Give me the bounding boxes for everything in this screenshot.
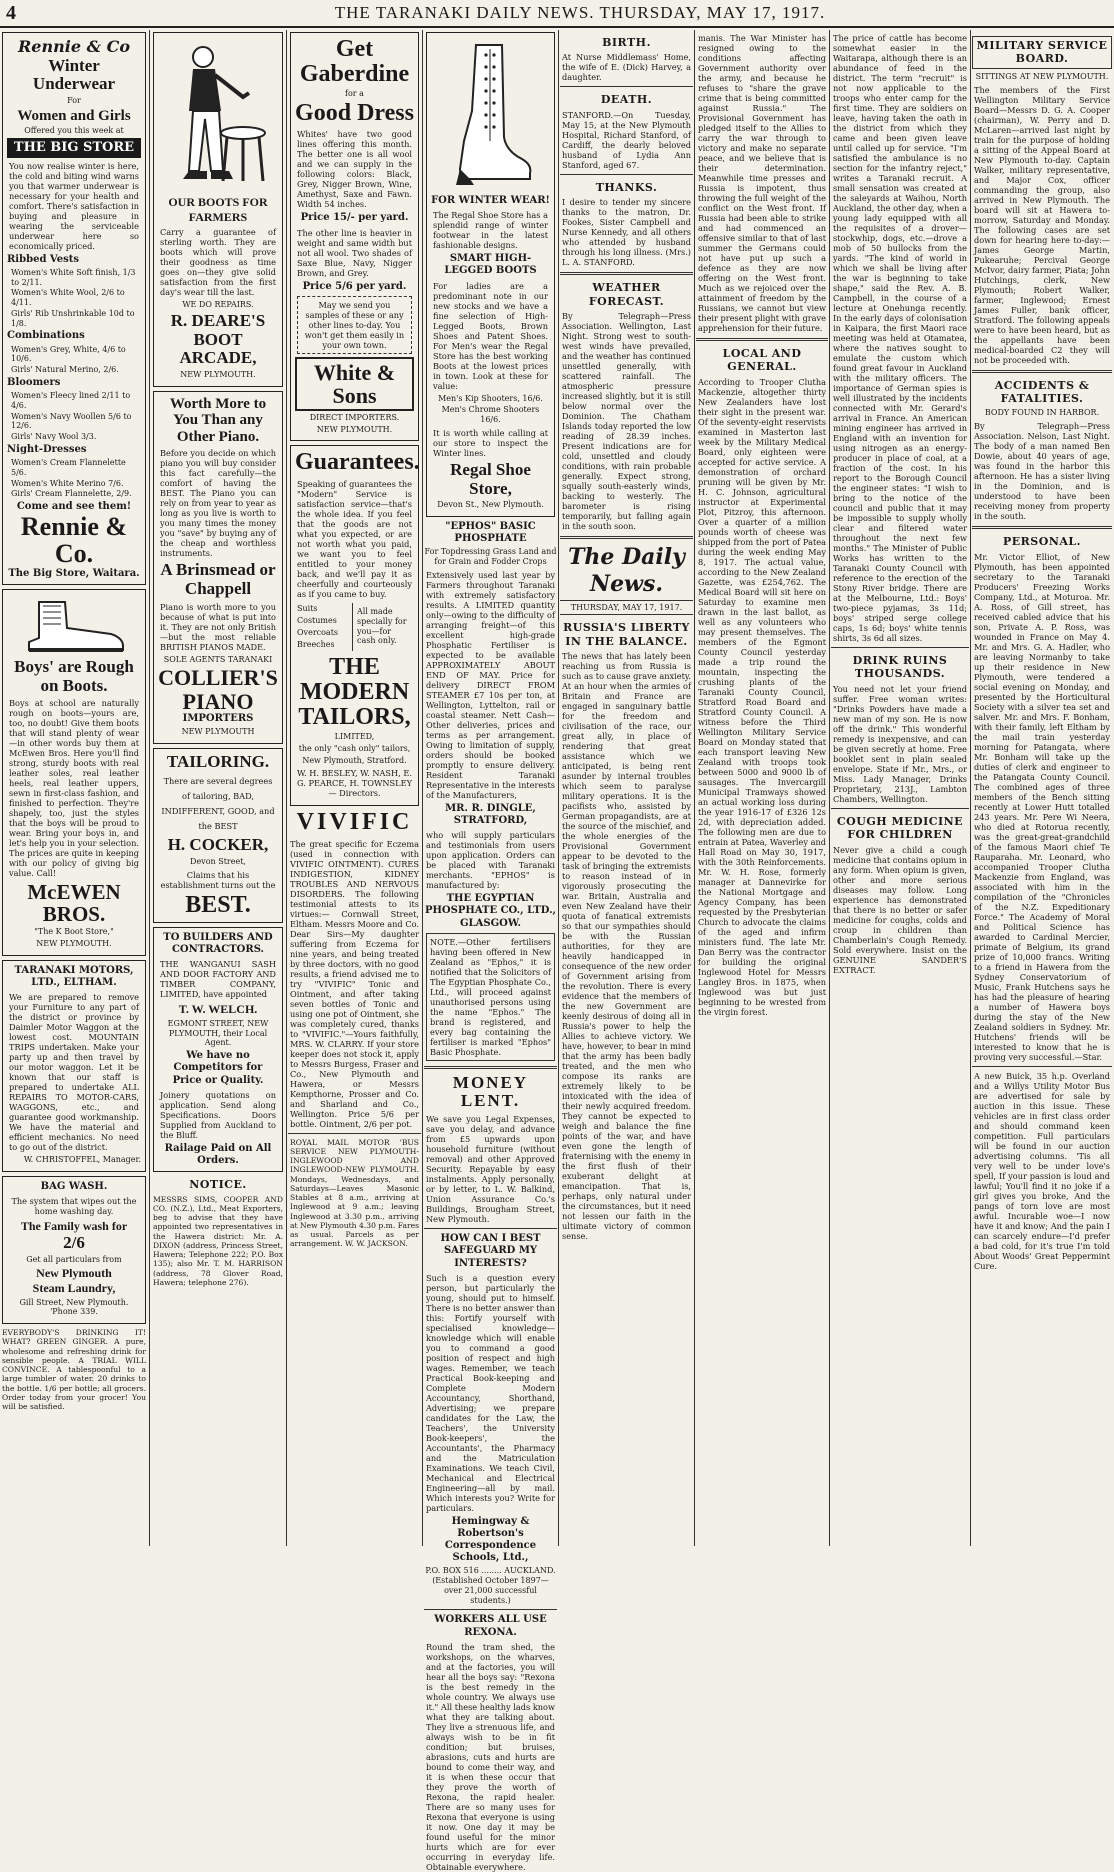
regal-address: Devon St., New Plymouth. (437, 500, 544, 510)
harbor-body: By Telegraph—Press Association. Nelson, Last Night. The body of a man named Ben Dowie, about 40 years of age, was found in the harbor this afternoon. He has a sister living in the Dominion, and is understood to have been receiving money from property in the south. (974, 421, 1110, 522)
interests-heading: HOW CAN I BEST SAFEGUARD MY INTERESTS? (440, 1233, 541, 1269)
offered-text: Offered you this week at (24, 126, 124, 136)
modern-limited: LIMITED, (334, 732, 375, 742)
mens-kip: Men's Kip Shooters, 16/6. (438, 393, 543, 403)
rennie-big-title: Rennie & Co. (20, 512, 128, 569)
military-board-body: The members of the First Wellington Military Service Board—Messrs D. G. A. Cooper (chairman), W. Perry and D. McLaren—arrived last night by train for the purpose of holding a sitting of the Appeal Board at New Plymouth to-day. Captain Walker, military representative, and Major Cox, officer commanding the group, also arrived in New Plymouth. The board will sit at Hawera to-morrow, Saturday and Monday. The following cases are set down for hearing here to-day:— James George Martin, Pukearuhe; Percival George McIvor, dairy farmer, Piata; John Hutchings, clerk, New Plymouth; Robert Walker, farmer, Inglewood; Ernest James Fuller, bank officer, Stratford. The following appeals were to have been heard, but as the appellants have been medical-boarded C2 they will not be proceeded with. (974, 84, 1110, 365)
regal-body: The Regal Shoe Store has a splendid range of winter footwear in the latest fashionable designs. (433, 210, 548, 251)
suits-note: All made specially for you—for cash only. (357, 607, 407, 646)
divider (560, 272, 693, 275)
divider (424, 1609, 557, 1610)
welch-builders-ad (153, 927, 283, 1172)
thanks-heading: THANKS. (595, 180, 658, 194)
tailoring-body: There are several degrees of tailoring, BAD, INDIFFERENT, GOOD, and the BEST (161, 776, 275, 831)
thanks-body: I desire to tender my sincere thanks to the matron, Dr. Fookes, Sister Campbell and Nurse Kennedy, and all others who attended by husband through his long illness. (Mrs.) L. A. STANFORD. (562, 197, 691, 268)
suits-list (297, 603, 353, 651)
bag-price: 2/6 (63, 1232, 85, 1252)
welch-title: T. W. WELCH. (178, 1002, 258, 1017)
deare-title: R. DEARE'S BOOT ARCADE, (170, 311, 266, 368)
russia-body: The news that has lately been reaching us from Russia is such as to cause grave anxiety. At an hour when the armies of Britain and France are engaged in sanguinary battle for the freedom and civilisation of the race, our great ally, in place of rendering that great assistance which we anticipated, is being rent asunder by internal troubles which seem to paralyse military operations. It is the pacifists who, assisted by German propagandists, are at the source of the mischief, and the whole energies of the Provisional Government appear to be devoted to the task of bringing the extremists to reason instead of in vigorously prosecuting the war. Britain, Australia and even New Zealand have their quota of fanatical extremists so that our sympathies should be with the Russian authorities, for they are heavily handicapped in consequence of the new order of Government arising from the revolution. There is every evidence that the members of the new Government are keenly desirous of doing all in Russia's power to help the Allies to achieve victory. We have, however, to bear in mind that the army has been badly treated, and the men who compose its ranks are extremely likely to be intoxicated with the idea of their newly acquired freedom. They cannot be expected to weigh and balance the fine points of the war, and have even gone the length of fraternising with the enemy in the first flush of their exuberant delight at emancipation. That is, perhaps, only natural under the circumstances, but it need not lessen our faith in the ultimate victory of common sense. (562, 651, 691, 1242)
list-item: Suits (297, 603, 318, 613)
brinsmead-body: Piano is worth more to you because of what is put into it. They are not only British—but the most reliable BRITISH PIANOS MADE. (160, 601, 276, 652)
mens-chrome: Men's Chrome Shooters 16/6. (441, 405, 540, 425)
accidents-heading: ACCIDENTS & FATALITIES. (994, 378, 1090, 405)
for-text: For (67, 95, 81, 105)
divider (560, 86, 693, 87)
combinations-list (7, 345, 141, 375)
regal-call: It is worth while calling at our store to inspect the Winter lines. (433, 427, 548, 458)
boys-body: Boys at school are naturally rough on boots—yours are, too, no doubt! Give them boots that will stand plenty of wear—in other words buy them at McEwen Bros. Here you'll find strong, sturdy boots with real leather soles, real leather heels, real leather uppers, sewn in first-class fashion, and finished to perfection. They're shapely, too, just the styles that the boys will be proud to wear. Bring your boys in, and let's help you in your selection. The prices are quite in keeping with our policy of giving big value. Call! (9, 698, 139, 879)
winter-underwear-heading: Winter Underwear (32, 55, 116, 94)
gaberdine-price-1: Price 15/- per yard. (300, 212, 409, 224)
column-rule (694, 30, 695, 1546)
builders-heading: TO BUILDERS AND CONTRACTORS. (163, 931, 273, 956)
divider (831, 808, 969, 809)
list-item: Women's White Wool, 2/6 to 4/11. (11, 288, 125, 308)
whites-sub: DIRECT IMPORTERS. (309, 412, 400, 422)
regal-shoe-ad (426, 32, 555, 517)
combinations-heading: Combinations (7, 330, 85, 342)
tailoring-heading: TAILORING. (166, 751, 270, 771)
gaberdine-body-2: The other line is heavier in weight and same width but not all wool. Two shades of Saxe Blue, Navy, Nigger Brown, and Grey. (297, 227, 412, 278)
joinery-text: Joinery quotations on application. Send along Specifications. Doors Supplied from Auckland to the Bluff. (160, 1089, 276, 1140)
divider (424, 1228, 557, 1229)
russia-continued: manis. The War Minister has resigned owing to the conditions affecting Government authority over the army, and because he refuses to "share the grave crime that is being committed against Russia." The Provisional Government has pledged itself to the Allies to carry the war through to victory and make no separate peace, and we believe that is their determination. Meanwhile time presses and Russia is impotent, thus throwing the full weight of the conflict on the West front. If Russia had been able to strike and had commenced an offensive similar to that of last summer the Germans could not have put up such a defence as they are now offering on the West front. Much as we rejoiced over the attainment of freedom by the Russians, we cannot but view their present plight with grave apprehension for their future. (698, 33, 826, 333)
divider (696, 338, 828, 341)
death-heading: DEATH. (600, 93, 653, 107)
whites-town: NEW PLYMOUTH. (316, 424, 393, 434)
guarantees-body: Speaking of guarantees the "Modern" Service is satisfaction service—that's the whole idea. If you feel that the goods are not what you expected, or are not worth what you paid, we want you to feel entitled to your money back, and we'll pay it as cheerfully and courteously as if you came to buy. (297, 478, 412, 599)
hemingway-address: P.O. BOX 516 ........ AUCKLAND. (Established October 1897—over 21,000 successful students.) (425, 1566, 556, 1605)
column-rule (286, 30, 287, 1546)
column-rule (422, 30, 423, 1546)
money-lent-heading: MONEY LENT. (452, 1072, 529, 1111)
ribbed-vests-heading: Ribbed Vests (7, 253, 80, 265)
railage-text: Railage Paid on All Orders. (164, 1142, 272, 1166)
divider (560, 174, 693, 175)
column-1 (0, 30, 148, 1546)
list-item: Girls' Natural Merino, 2/6. (11, 365, 119, 375)
notice-body: MESSRS SIMS, COOPER AND CO. (N.Z.), Ltd., Meat Exporters, beg to advise that they have appointed two representatives in the Hawera district: Mr. A. DIXON (address, Princess Street, Hawera; Telephone 222; P.O. Box 135); also Mr. T. M. HARRISON (address, 78 Glover Road, Hawera; telephone 276). (153, 1194, 283, 1287)
ephos-heading: "EPHOS" BASIC PHOSPHATE (445, 520, 536, 545)
women-girls-heading: Women and Girls (17, 107, 131, 124)
best-label: BEST. (185, 891, 251, 918)
good-dress-text: Good Dress (295, 100, 414, 127)
ephos-note: NOTE.—Other fertilisers having been offered in New Zealand as "Ephos," it is notified that the Solicitors of The Egyptian Phosphate Co., Ltd., will proceed against unauthorised persons using the name "Ephos." The brand is registered, and every bag containing the fertiliser is marked "Ephos" Basic Phosphate. (426, 933, 555, 1061)
modern-only: the only "cash only" tailors, (298, 743, 411, 753)
builders-body: THE WANGANUI SASH AND DOOR FACTORY AND TIMBER COMPANY, LIMITED, have appointed (160, 959, 276, 1000)
local-continued: The price of cattle has become somewhat easier in the Waitarapa, although there is an abundance of feed in the district. The term "recruit" is not now applicable to the troops who enter camp for the first time. They are soldiers on leave, having taken the oath in the district from which they came and been given leave until called up for service. "I'm satisfied the ambulance is no section for the infantry reject," writes a Taranaki recruit. A small sensation was created at the saleyards at Waihou, North Auckland, the other day, when a young lady equipped with all the requisites of a drover—stockwhip, dogs, etc.—drove a mob of 50 bullocks from the yards. "The kind of world in which we shall be living after the war is beginning to take shape," said the Rev. A. B. Campbell, in the course of a lecture at Onehunga recently. In the early days of colonisation in Kaipara, the first Maori race meeting was held at Otamatea, where the natives sought to emulate the custom which found great favour in Auckland with the military officers. The importance of German spies is well illustrated by the incidents connected with Mr. Gerard's arrival in France. An American mining engineer has arrived in England with an invention for using nitrogen as an energy-producer in place of coal, at a fraction of the cost. In his report to the Borough Council the engineer states: "I wish to bring to the notice of the council and public that it may be impossible to supply wholly clear and filtered water throughout the next few months." The Minister of Public Works has written to the Taranaki County Council with reference to the erection of the Stony River bridge. There are at the Melbourne, Ltd.: Boys' two-piece pyjamas, 3s 11d; boys' striped serge college caps, 1s 6d; boys' white tennis shirts, 3s 6d all sizes. (833, 33, 967, 643)
competitors-text: We have no Competitors for Price or Quality. (172, 1050, 264, 1086)
modern-address: New Plymouth, Stratford. (302, 755, 407, 765)
list-item: Women's Grey, White, 4/6 to 10/6. (11, 344, 126, 364)
modern-tailors-title: THE MODERN TAILORS, (298, 653, 411, 730)
brinsmead-heading: A Brinsmead or Chappell (160, 560, 276, 598)
worth-more-heading: Worth More to You Than any Other Piano. (169, 395, 267, 445)
weather-body: By Telegraph—Press Association. Wellington, Last Night. Strong west to south-west winds have prevailed, and the weather has continued unsettled generally, with scattered rainfall. The atmospheric pressure increased slightly, but it is still below normal over the Dominion. The Chatham Islands today reported the low reading of 28.39 inches. Present indications are for cold, unsettled and cloudy conditions, with rain probable generally. Expect strong, squally south-easterly winds, backing to westerly. The barometer is rising temporarily, but falling again in the south soon. (562, 311, 691, 532)
taranaki-motors-ad (2, 960, 146, 1172)
green-ginger-ad: EVERYBODY'S DRINKING IT! WHAT? GREEN GINGER. A pure, wholesome and refreshing drink for sensible people. A TRIAL WILL CONVINCE. A tablespoonful to a large tumbler of water. 20 drinks to the bottle. 1/6 per bottle; all grocers. Order today from your grocer! You will be satisfied. (2, 1328, 146, 1412)
bloomers-heading: Bloomers (7, 376, 61, 388)
list-item: Women's White Merino 7/6. (11, 478, 124, 488)
military-board-sub: SITTINGS AT NEW PLYMOUTH. (975, 71, 1109, 81)
mcewen-town: NEW PLYMOUTH. (36, 939, 112, 949)
mcewen-sub: "The K Boot Store," (34, 927, 114, 937)
modern-directors: W. H. BESLEY, W. NASH, E. G. PEARCE, H. TOWNSLEY — Directors. (297, 768, 412, 799)
winter-wear-heading: FOR WINTER WEAR! (431, 195, 550, 206)
our-boots-body: Carry a guarantee of sterling worth. They are boots which will prove their goodness as time goes on—they give solid satisfaction from the first day's wear till the last. (160, 227, 276, 298)
bag-laundry: Steam Laundry, (32, 1280, 116, 1295)
bag-wash-heading: BAG WASH. (40, 1181, 108, 1193)
welch-address: EGMONT STREET, NEW PLYMOUTH, their Local Agent. (167, 1018, 269, 1048)
ephos-body: Extensively used last year by Farmers throughout Taranaki with extremely satisfactory results. A LIMITED quantity only—owing to the difficulty of arranging freight—of this excellent high-grade Phosphatic Fertiliser is expected to be available APPROXIMATELY ABOUT END OF MAY. Price for delivery DIRECT FROM STEAMER £7 10s per ton, at Wellington, Lyttelton, rail or coastal steamer. Nett Cash—Other deliveries, prices and terms as per arrangement. Owing to limitation of supply, orders should be booked promptly to ensure delivery. Resident Taranaki Representative in the interests of the Manufacturers, (426, 569, 555, 800)
list-item: Overcoats (297, 627, 339, 637)
ribbed-vests-list (7, 268, 141, 329)
cocker-claim: Claims that his establishment turns out the (160, 869, 276, 890)
bloomers-list (7, 391, 141, 442)
mcewen-title: McEWEN BROS. (27, 880, 121, 927)
daily-news-date: THURSDAY, MAY 17, 1917. (560, 600, 693, 616)
money-lent-body: We save you Legal Expenses, save you delay, and advance from £5 upwards upon household furniture (without removal) and other Approved Security. Repayable by easy instalments. Apply personally, or by letter, to L. W. Balkind, Union Assurance Co.'s Buildings, Brougham Street, New Plymouth. (426, 1114, 555, 1225)
our-boots-heading: OUR BOOTS FOR FARMERS (168, 195, 268, 224)
birth-body: At Nurse Middlemass' Home, the wife of E. (Dick) Harvey, a daughter. (562, 52, 691, 83)
deare-boots-ad (153, 32, 283, 387)
russia-heading: RUSSIA'S LIBERTY IN THE BALANCE. (563, 621, 690, 648)
come-see-text: Come and see them! (16, 501, 132, 512)
interests-body: Such is a question every person, but particularly the young, should put to himself. There is no better answer than this: Fortify yourself with specialised knowledge—knowledge which will enable you to command a good position of respect and high wages. Remember, we teach Practical Book-keeping and Complete Modern Accountancy, Shorthand, Advertising; we prepare candidates for the Law, the Teachers', the University Book-keepers', the Accountants', the Pharmacy and the Matriculation Examinations. We teach Civil, Mechanical and Electrical Engineering—all by mail. Which interests you? Write for particulars. (426, 1272, 555, 1513)
divider (288, 1133, 421, 1134)
military-board-heading: MILITARY SERVICE BOARD. (972, 36, 1112, 69)
motors-sign: W. CHRISTOFFEL, Manager. (23, 1155, 141, 1165)
big-store-banner: THE BIG STORE (7, 138, 141, 158)
local-general-body: According to Trooper Clutha Mackenzie, altogether thirty New Zealanders have lost their sight in the present war. Of the seventy-eight reservists examined in Masterton last week by the Military Medical Board, only eighteen were accepted for active service. A demonstration of orchard pruning will be given by Mr. H. C. Johnson, agricultural instructor at Experimental Plot, Pitzroy, this afternoon. Over a quarter of a million pounds worth of cheese was shipped from the port of Patea during the week ending May 8, 1917. The actual value, according to the New Zealand Gazette, was £254,762. The Medical Board will sit here on Saturday to examine men drawn in the last ballot, as well as any volunteers who may present themselves. The members of the Egmont County Council yesterday made a trip round the mountain, inspecting the crushing plants of the Taranaki County Council, Stratford Road Board and Stratford County Council. A witness before the Third Wellington Military Service Board on Monday stated that each transport leaving New Zealand with troops took between 5000 and 9000 lb of sausages. The Invercargill Municipal Tramways showed an actual working loss during the year 1916-17 of £326 12s 2d, with depreciation added. The following men are due to entrain at Patea, Waverley and Hall Road on May 30, 1917, with the 30th Reinforcements. Mr. W. H. Rose, formerly manager at Dannevirke for the National Mortgage and Agency Company, has been requested by the Presbyterian Church to advocate the claims of the aged and infirm ministers fund. The late Mr. Dan Berry was the contractor for building the original Inglewood Hotel for Messrs Langley Bros. in 1875, when Inglewood was but just beginning to be wrested from the virgin forest. (698, 376, 826, 1017)
for-a-text: for a (345, 89, 364, 99)
hemingway-title: Hemingway & Robertson's Correspondence Schools, Ltd., (444, 1515, 537, 1564)
guarantees-heading: Guarantees. (295, 449, 420, 476)
piano-body: Before you decide on which piano you will buy consider this fact carefully—the comfort of having the BEST. The Piano you can rely on from year to year as long as you live is worth to you many times the money you "save" by buying any of the cheap and worthless instruments. (160, 448, 276, 559)
column-6 (696, 30, 828, 1546)
vivific-heading: VIVIFIC (296, 809, 413, 836)
night-dresses-list (7, 458, 141, 499)
farmer-illustration-icon (163, 41, 273, 191)
bag-wash-ad (2, 1176, 146, 1324)
gaberdine-body: Whites' have two good lines offering this month. The better one is all wool and we can supply in the following colors: Black, Grey, Nigger Brown, Wine, Amethyst, Saxe and Fawn. Width 54 inches. (297, 129, 412, 210)
motors-heading: TARANAKI MOTORS, LTD., ELTHAM. (14, 964, 134, 989)
column-3 (288, 30, 421, 1546)
weather-heading: WEATHER FORECAST. (588, 281, 665, 308)
winter-intro: You now realise winter is here, the cold and biting wind warns you that warmer underwear is necessary for your health and comfort. There's satisfaction in buying and pleasure in wearing the serviceable underwear here so economically priced. (9, 160, 139, 251)
column-4 (424, 30, 557, 1872)
column-5 (560, 30, 693, 1546)
rexona-body: Round the tram shed, the workshops, on the wharves, and at the factories, you will hear all the boys say: "Rexona is the best remedy in the whole country. We always use it." All these healthy lads know what they are talking about. They live a strenuous life, and always wish to be in fit condition; but bruises, abrasions, cuts and hurts are bound to come their way, and it is when these occur that they prove the worth of Rexona, the rapid healer. There are so many uses for Rexona that everyone is using it now. One day it may be found useful for the minor hurts which are for ever occurring in everyday life. Obtainable everywhere. (426, 1641, 555, 1872)
divider (972, 370, 1112, 373)
drink-heading: DRINK RUINS THOUSANDS. (852, 654, 948, 681)
get-text: Get (335, 36, 374, 62)
samples-note: May we send you samples of these or any other lines to-day. You won't get them easily in your own town. (297, 296, 412, 354)
divider (560, 536, 693, 539)
colliers-town: NEW PLYMOUTH (181, 726, 255, 736)
boys-rough-heading: Boys' are Rough on Boots. (14, 656, 134, 695)
sole-agents: SOLE AGENTS TARANAKI (163, 654, 273, 664)
local-general-heading: LOCAL AND GENERAL. (722, 347, 802, 374)
column-7 (831, 30, 969, 1546)
smart-boots-heading: SMART HIGH-LEGGED BOOTS (444, 253, 537, 277)
birth-heading: BIRTH. (602, 36, 651, 49)
personal-body: Mr. Victor Elliot, of New Plymouth, has been appointed secretary to the Taranaki Producers' Freezing Works Company, Ltd., at Moturoa. Mr. A. Ross, of Gill street, has received cabled advice that his son, Private A. P. Ross, was wounded in France on May 4. Mr. and Mrs. G. A. Hadler, who are leaving Normanby to take up their residence in New Plymouth, were tendered a social evening on Monday, and presented by the Horticultural Society with a silver tea set and salver. Mr. and Mrs. F. Bonham, with their family, left Eltham by the mail train yesterday morning for Patangata, where Mr. Bonham will take up the duties of clerk and engineer to the Patangata County Council. The combined ages of three members of the Bench sitting recently at Lower Hutt totalled 243 years. Mr. Pere Wi Neera, who died at Rotorua recently, was the great-great-grandchild of the famous Maori chief Te Rauparaha. Mr. Leonard, who accompanied Trooper Clutha Mackenzie from England, was associated with him in the compilation of the "Chronicles of the N.Z. Expeditionary Force." The Academy of Moral and Political Science has awarded to Cardinal Mercier, primate of Belgium, its grand prize of 10,000 francs. Writing to a friend in Hawera from the Sydney Conservatorium of Music, Frank Hutchens says he has had the pleasure of hearing a number of Hawera boys during the stay of the New Zealand soldiers in Sydney. Mr. Hutchens' friends will be interested to know that he is proving very successful.—Star. (974, 551, 1110, 1062)
list-item: Breeches (297, 639, 335, 649)
masthead (0, 0, 1114, 28)
column-2 (151, 30, 285, 1546)
rexona-heading: WORKERS ALL USE REXONA. (434, 1614, 547, 1638)
divider (831, 647, 969, 648)
list-item: Women's White Soft finish, 1/3 to 2/11. (11, 267, 136, 287)
dingle-name: MR. R. DINGLE, STRATFORD, (445, 802, 536, 826)
divider (424, 1066, 557, 1069)
ephos-body-2: who will supply particulars and testimonials from users upon application. Orders can be placed with Taranaki merchants. "EPHOS" is manufactured by: (426, 830, 555, 891)
mcewen-boots-ad (2, 589, 146, 956)
daily-news-nameplate: The Daily News. (568, 544, 685, 597)
night-dresses-heading: Night-Dresses (7, 443, 87, 455)
deare-town: NEW PLYMOUTH. (180, 370, 256, 380)
buick-body: A new Buick, 35 h.p. Overland and a Willys Utility Motor Bus are advertised for sale by auction in this issue. These vehicles are in first class order and should command keen competition. Full particulars will be found in our auction advertising columns. 'Tis all very well to be under love's spell, If your passion is loud and lawful; You'll find it no joke if a girl gives you broke, And the pangs of torn love are most awful. Incurable woe—I now have it and know; And the pain I can scarcely endure—I'd prefer a bad cold, for it's true I'm told About Woods' Great Peppermint Cure. (974, 1070, 1110, 1271)
bag-family-text: The Family wash for (20, 1219, 128, 1234)
bag-wash-body: The system that wipes out the home washing day. (11, 1196, 137, 1217)
gaberdine-price-2: Price 5/6 per yard. (302, 280, 407, 292)
rennie-winter-ad (2, 32, 146, 585)
cocker-title: H. COCKER, (167, 835, 269, 855)
newspaper-title: THE TARANAKI DAILY NEWS. THURSDAY, MAY 17, 1917. (334, 3, 826, 22)
divider (972, 1066, 1112, 1067)
collier-piano-ad (153, 391, 283, 744)
bag-address: Gill Street, New Plymouth. 'Phone 339. (19, 1297, 129, 1317)
list-item: Costumes (297, 615, 337, 625)
column-8 (972, 30, 1112, 1546)
list-item: Girls' Rib Unshrinkable 10d to 1/8. (11, 308, 135, 328)
list-item: Girls' Navy Wool 3/3. (11, 432, 97, 442)
column-rule (149, 30, 150, 1546)
page-number: 4 (6, 1, 16, 24)
cough-heading: COUGH MEDICINE FOR CHILDREN (836, 814, 964, 842)
motors-body: We are prepared to remove your Furniture to any part of the district or province by Daimler Motor Waggon at the lowest cost. MOUNTAIN TRIPS undertaken. Make your party up and then travel by our motor waggon. Let it be known that our staff is prepared to undertake ALL REPAIRS TO MOTOR-CARS, WAGGONS, etc., and guarantee good workmanship. We have the material and efficient mechanics. No need to go out of the district. (9, 992, 139, 1153)
column-rule (558, 30, 559, 1546)
vivific-body: The great specific for Eczema (used in connection with VIVIFIC OINTMENT). CURES INDIGESTION, KIDNEY TROUBLES AND NERVOUS DISORDERS. The following testimonial attests to its virtues:— Cornwall Street, Eltham. Messrs Moore and Co. Dear Sirs—My daughter suffering from Eczema for nine years, and being treated by three doctors, with no good results, a friend advised me to try "VIVIFIC" Tonic and Ointment, and after taking seven bottles of Tonic and using one pot of Ointment, she was completely cured, thanks to "VIVIFIC."—Yours faithfully, MRS. W. CLARRY. If your store keeper does not stock it, apply to Messrs Burgess, Fraser and Co., New Plymouth and Hawera, or Messrs Kempthorne, Prosser and Co. and Sharland and Co., Wellington. Price 5/6 per bottle. Ointment, 2/6 per pot. (290, 838, 419, 1129)
list-item: Women's Fleecy lined 2/11 to 4/6. (11, 391, 131, 410)
ephos-sub: For Topdressing Grass Land and for Grain and Fodder Crops (424, 547, 557, 567)
whites-gaberdine-ad (290, 32, 419, 441)
column-rule (970, 30, 971, 1546)
list-item: Women's Cream Flannelette 5/6. (11, 458, 126, 477)
whites-logo: White & Sons (295, 357, 414, 411)
bag-new-plymouth: New Plymouth (36, 1266, 112, 1281)
gaberdine-text: Gaberdine (299, 61, 410, 88)
boot-illustration-icon (19, 598, 129, 654)
suits-block (297, 603, 412, 651)
drink-body: You need not let your friend suffer. Free woman writes: "Drinks Powders have made a new man of my son. He is now off the drink." This wonderful remedy is inexpensive, and can be given secretly at home. Free booklet sent in plain sealed envelope. State if Mr., Mrs., or Miss. Lady Manager, Drinks Proprietary, 213J., Lambton Chambers, Wellington. (833, 683, 967, 804)
rennie-logo: Rennie & Co (18, 37, 130, 56)
cocker-address: Devon Street, (190, 857, 246, 866)
notice-heading: NOTICE. (189, 1178, 247, 1192)
modern-tailors-ad (290, 445, 419, 806)
list-item: Women's Navy Woollen 5/6 to 12/6. (11, 411, 132, 431)
mail-bus-body: ROYAL MAIL MOTOR 'BUS SERVICE NEW PLYMOUTH-INGLEWOOD AND INGLEWOOD-NEW PLYMOUTH. Mondays, Wednesdays, and Saturdays—Leaves Masonic Stables at 8 a.m., arriving at Inglewood at 9 a.m.; leaving Inglewood at 3.30 p.m., arriving at New Plymouth 4.30 p.m. Fares as usual. Parcels as per arrangement. W. W. JACKSON. (290, 1137, 419, 1249)
egyptian-company: THE EGYPTIAN PHOSPHATE CO., LTD., GLASGOW. (424, 893, 557, 929)
cocker-tailoring-ad (153, 748, 283, 923)
rennie-store-address: The Big Store, Waitara. (8, 567, 140, 579)
regal-title: Regal Shoe Store, (450, 459, 531, 498)
we-do-repairs: WE DO REPAIRS. (182, 300, 254, 310)
column-rule (829, 30, 830, 1546)
harbor-heading: BODY FOUND IN HARBOR. (984, 408, 1100, 418)
colliers-title: COLLIER'S PIANO (158, 665, 278, 714)
divider (972, 526, 1112, 529)
list-item: Girls' Cream Flannelette, 2/9. (11, 489, 132, 499)
death-body: STANFORD.—On Tuesday, May 15, at the New Plymouth Hospital, Richard Stanford, of Cardiff, the dearly beloved husband of Lydia Ann Stanford, aged 67. (562, 109, 691, 170)
personal-heading: PERSONAL. (1003, 535, 1081, 549)
cough-body: Never give a child a cough medicine that contains opium in any form. When opium is given, other and more serious diseases may follow. Long experience has demonstrated that there is no better or safer medicine for coughs, colds and croup in children than Chamberlain's Cough Remedy. Sold everywhere. Insist on the GENUINE SANDER'S EXTRACT. (833, 844, 967, 975)
high-boot-illustration-icon (446, 41, 536, 191)
importers-label: IMPORTERS (182, 712, 254, 724)
smart-body: For ladies are a predominant note in our new stocks and we have a fine selection of High-Legged Boots, Brown Shoes and Patent Shoes. For Men's wear the Regal Store has the best working Boots at the lowest prices in town. Look at these for value: (433, 280, 548, 391)
bag-particulars: Get all particulars from (26, 1254, 122, 1264)
